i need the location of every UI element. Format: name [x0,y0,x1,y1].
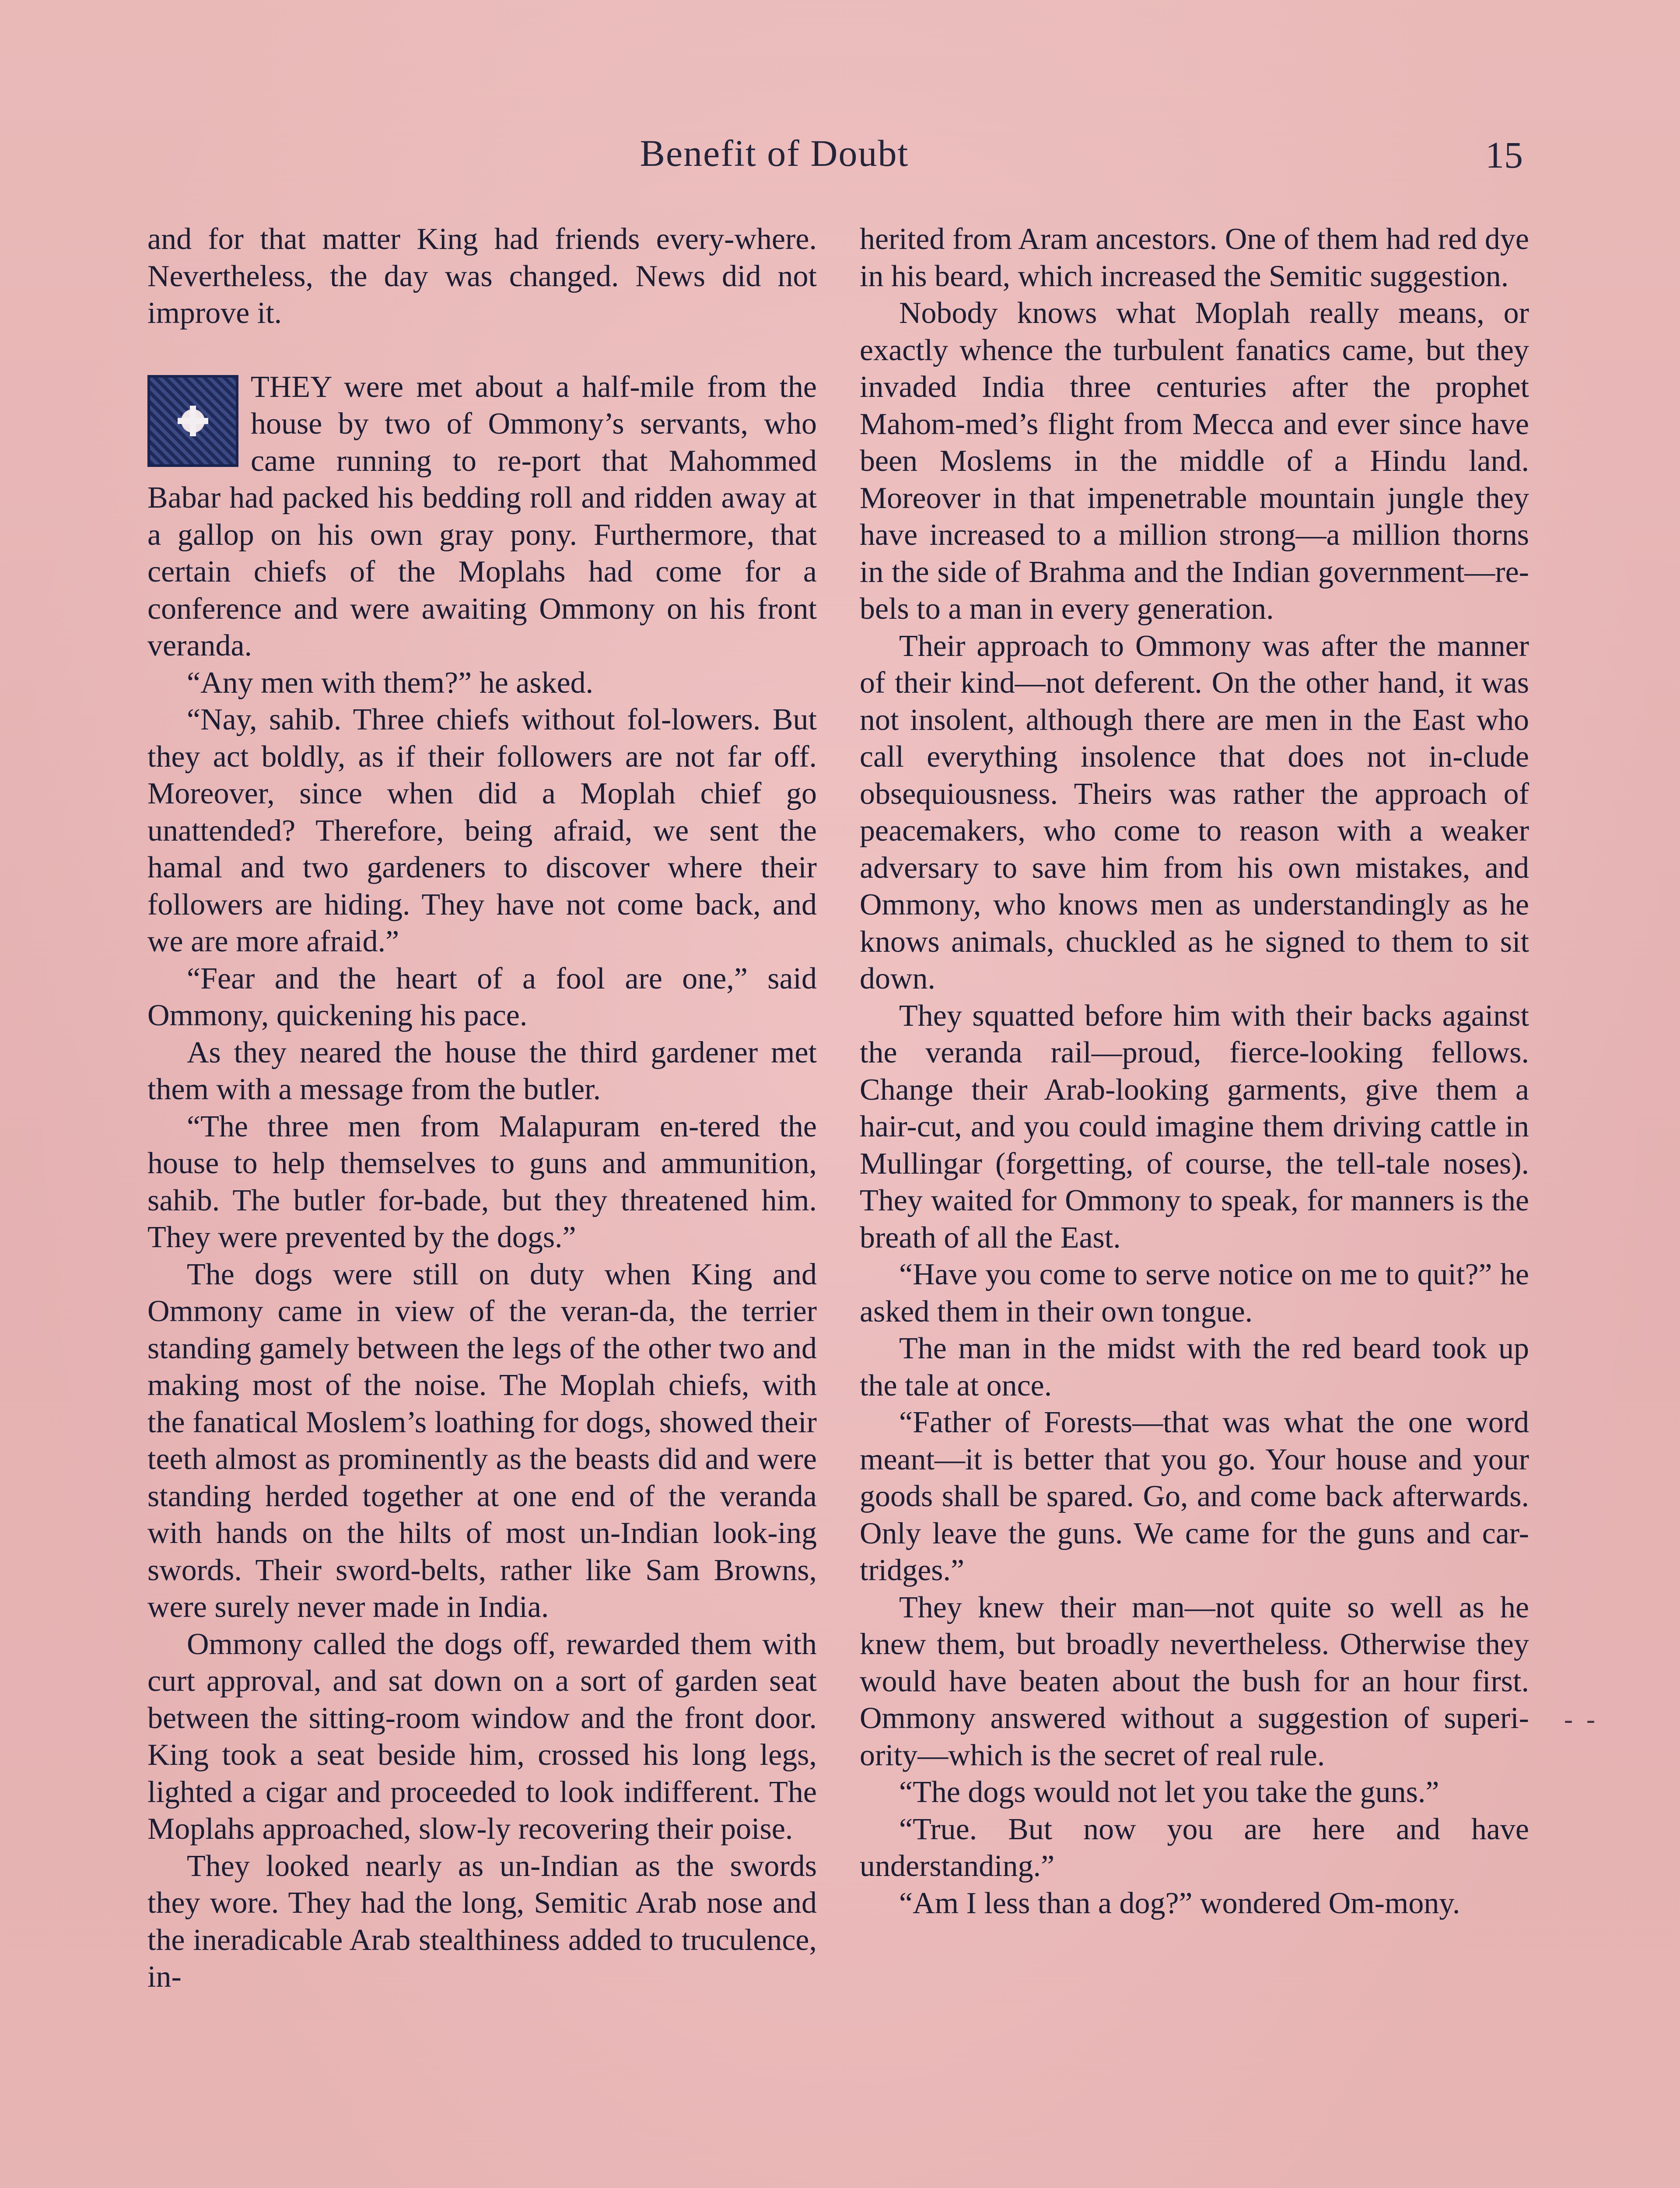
paragraph: and for that matter King had friends every-where. Nevertheless, the day was changed. News did not improve it. [147,222,817,330]
paragraph: They knew their man—not quite so well as he knew them, but broadly nevertheless. Otherwise they would have beaten about the bush for an hour first. Ommony answered without a suggestion of superi-ority—which is the secret of real rule. [860,1590,1529,1772]
paragraph: They squatted before him with their backs against the veranda rail—proud, fierce-looking fellows. Change their Arab-looking garments, give them a hair-cut, and you could imagine them driving cattle in Mullingar (forgetting, of course, the tell-tale noses). They waited for Ommony to speak, for manners is the breath of all the East. [860,999,1529,1255]
paragraph: They looked nearly as un-Indian as the swords they wore. They had the long, Semitic Arab nose and the ineradicable Arab stealthiness added to truculence, in- [147,1849,817,1994]
paragraph: “Nay, sahib. Three chiefs without fol-lowers. But they act boldly, as if their followers are not far off. Moreover, since when did a Moplah chief go unattended? Therefore, being afraid, we sent the hamal and two gardeners to discover where their followers are hiding. They have not come back, and we are more afraid.” [147,703,817,958]
running-head [0,131,1680,184]
paragraph: Ommony called the dogs off, rewarded them with curt approval, and sat down on a sort of garden seat between the sitting-room window and the front door. King took a seat beside him, crossed his long legs, lighted a cigar and proceeded to look indifferent. The Moplahs approached, slow-ly recovering their poise. [147,1627,817,1846]
margin-mark: - - [1564,1705,1599,1734]
page-number: 15 [1485,134,1523,176]
paragraph: The man in the midst with the red beard took up the tale at once. [860,1332,1529,1403]
paragraph: “True. But now you are here and have understanding.” [860,1812,1529,1883]
running-title: Benefit of Doubt [640,132,909,174]
paragraph: “Have you come to serve notice on me to quit?” he asked them in their own tongue. [860,1258,1529,1329]
paragraph: Nobody knows what Moplah really means, or exactly whence the turbulent fanatics came, but they invaded India three centuries after the prophet Mahom-med’s flight from Mecca and ever since have been Moslems in the middle of a Hindu land. Moreover in that impenetrable mountain jungle they have increased to a million strong—a million thorns in the side of Brahma and the Indian government—re-bels to a man in every generation. [860,296,1529,626]
paragraph: As they neared the house the third gardener met them with a message from the butler. [147,1035,817,1106]
cross-ornament-icon [147,375,238,467]
paragraph: Their approach to Ommony was after the manner of their kind—not deferent. On the other hand, it was not insolent, although there are men in the East who call everything insolence that does not in-clude obsequiousness. Theirs was rather the approach of peacemakers, who come to reason with a weaker adversary to save him from his own mistakes, and Ommony, who knows men as understandingly as he knows animals, chuckled as he signed to them to sit down. [860,629,1529,996]
paragraph: The dogs were still on duty when King and Ommony came in view of the veran-da, the terrier standing gamely between the legs of the other two and making most of the noise. The Moplah chiefs, with the fanatical Moslem’s loathing for dogs, showed their teeth almost as prominently as the beasts did and were standing herded together at one end of the veranda with hands on the hilts of most un-Indian look-ing swords. Their sword-belts, rather like Sam Browns, were surely never made in India. [147,1257,817,1624]
paragraph: “Fear and the heart of a fool are one,” said Ommony, quickening his pace. [147,961,817,1032]
left-column [147,221,817,2188]
right-column [860,221,1529,2188]
paragraph: “Any men with them?” he asked. [187,666,594,700]
paragraph: “The three men from Malapuram en-tered the house to help themselves to guns and ammunition, sahib. The butler for-bade, but they threatened him. They were prevented by the dogs.” [147,1109,817,1254]
paragraph: THEY were met about a half-mile from the house by two of Ommony’s servants, who came running to re-port that Mahommed Babar had packed his bedding roll and ridden away at a gallop on his own gray pony. Furthermore, that certain chiefs of the Moplahs had come for a conference and were awaiting Ommony on his front veranda. [147,370,817,663]
paragraph: “Father of Forests—that was what the one word meant—it is better that you go. Your house and your goods shall be spared. Go, and come back afterwards. Only leave the guns. We came for the guns and car-tridges.” [860,1406,1529,1587]
paragraph: “The dogs would not let you take the guns.” [899,1775,1439,1809]
paragraph: “Am I less than a dog?” wondered Om-mony. [899,1886,1460,1920]
paragraph: herited from Aram ancestors. One of them had red dye in his beard, which increased the Semitic suggestion. [860,222,1529,293]
cross-icon [178,406,208,436]
